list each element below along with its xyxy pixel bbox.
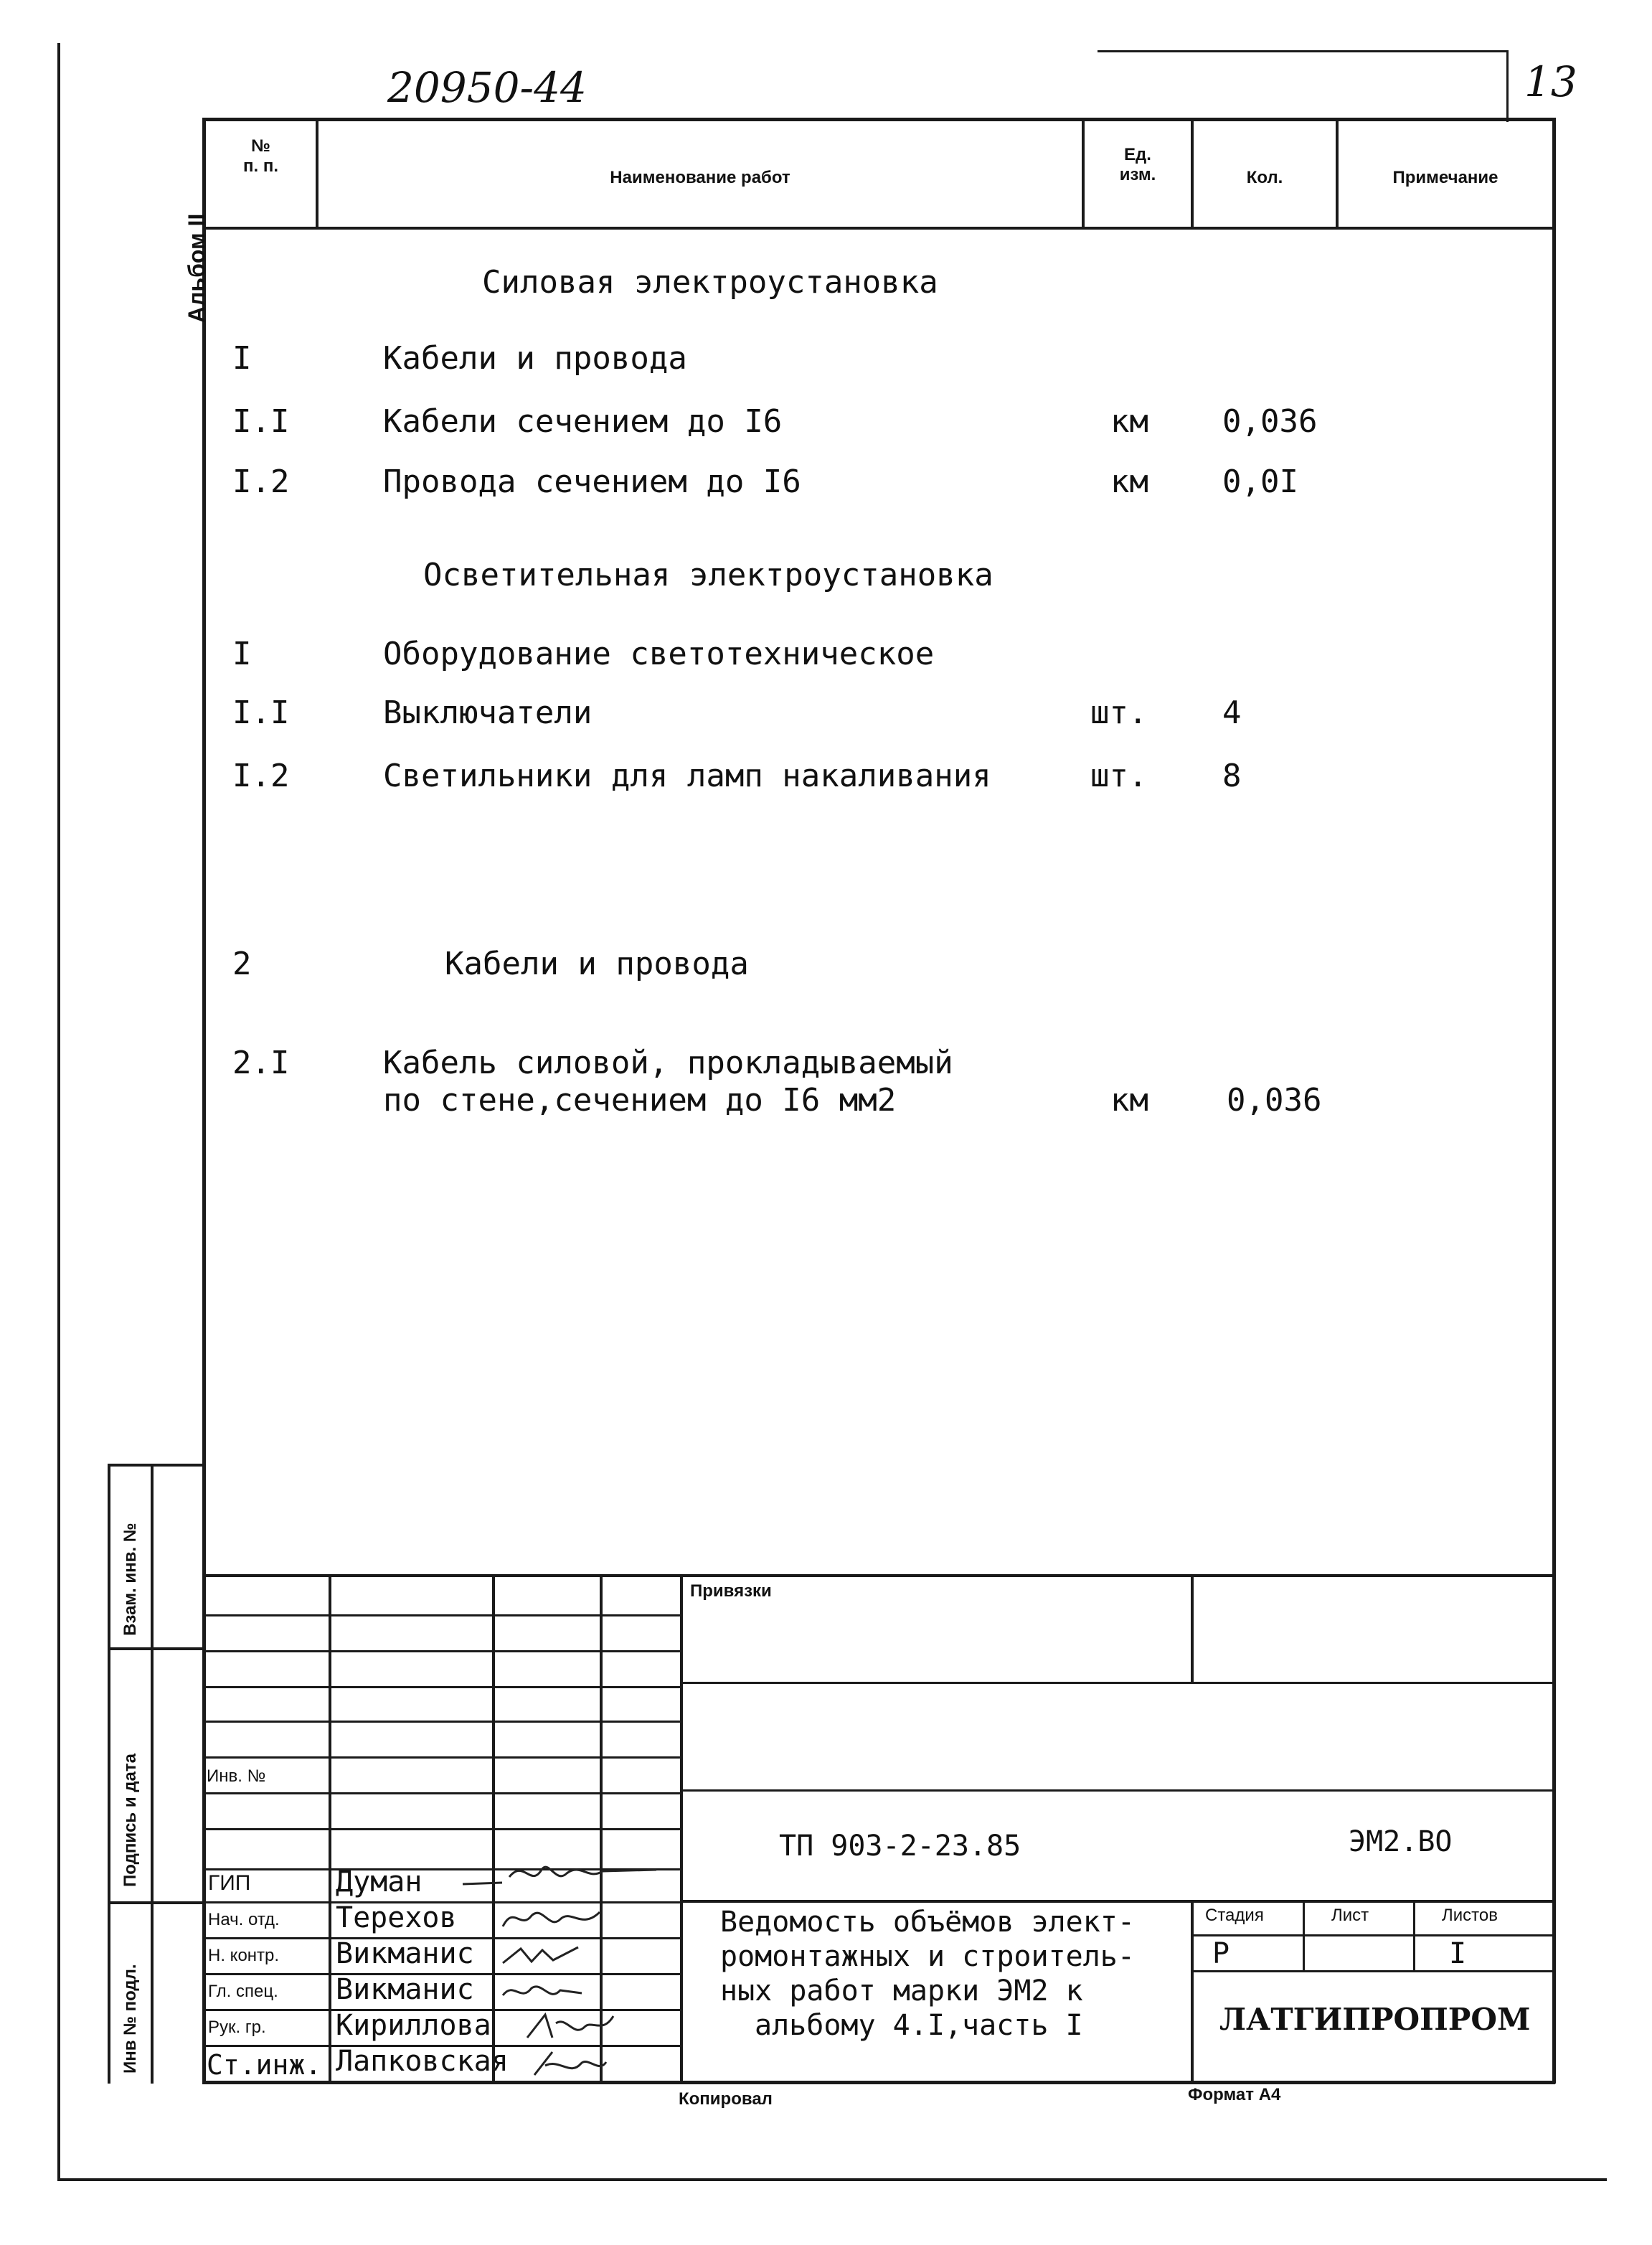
- tb-grid-h3: [202, 1686, 683, 1688]
- drawing-code: ЭМ2.ВО: [1349, 1825, 1453, 1858]
- row-unit: км: [1110, 403, 1148, 440]
- row-unit: шт.: [1090, 695, 1148, 731]
- tb-right-h2: [683, 1789, 1555, 1792]
- role-gl-spec: Гл. спец.: [208, 1982, 278, 2001]
- row-name: Оборудование светотехническое: [383, 636, 935, 672]
- doc-number: 20950-44: [387, 63, 587, 112]
- sheet-number-box-left: [1506, 50, 1509, 122]
- sheet-number: 13: [1524, 57, 1577, 106]
- album-label: Альбом II: [184, 213, 209, 323]
- tb-stage-h1: [1194, 1934, 1555, 1936]
- organization-name: ЛАТГИПРОПРОМ: [1219, 2002, 1531, 2037]
- signature-kirillova: [524, 2009, 617, 2045]
- row-qty: 0,036: [1222, 403, 1318, 440]
- side-div-1: [108, 1647, 205, 1650]
- frame-left: [202, 118, 206, 2084]
- tb-grid-h1: [202, 1614, 683, 1616]
- name-terekhov: Терехов: [336, 1901, 457, 1934]
- row-name: Выключатели: [383, 695, 593, 731]
- frame-right: [1552, 118, 1556, 2084]
- row-unit: км: [1110, 463, 1148, 500]
- title-line-3: ных работ марки ЭМ2 к: [720, 1975, 1083, 2008]
- name-lapkovskaya: Лапковская: [336, 2045, 509, 2078]
- side-col-left: [108, 1464, 110, 2084]
- tb-top: [202, 1574, 1555, 1577]
- stage-value: Р: [1212, 1937, 1230, 1970]
- sheets-value: I: [1449, 1937, 1467, 1970]
- title-line-1: Ведомость объёмов элект-: [720, 1906, 1135, 1939]
- row-name: Светильники для ламп накаливания: [383, 758, 991, 794]
- side-top: [108, 1464, 205, 1467]
- inv-no-label: Инв. №: [207, 1766, 266, 1786]
- tb-stage-v2: [1413, 1900, 1415, 1972]
- inv-podl-label: Инв № подл.: [121, 1964, 140, 2074]
- project-code: ТП 903-2-23.85: [779, 1830, 1021, 1863]
- row-name-cont: по стене,сечением до I6 мм2: [383, 1082, 897, 1119]
- header-bottom-line: [202, 227, 1555, 230]
- header-note: Примечание: [1392, 168, 1498, 187]
- podpis-label: Подпись и дата: [121, 1754, 140, 1887]
- tb-grid-h7: [202, 1828, 683, 1830]
- role-ruk-gr: Рук. гр.: [208, 2018, 266, 2037]
- signature-lapkovskaya: [531, 2048, 610, 2079]
- format-label: Формат А4: [1188, 2085, 1281, 2104]
- title-line-2: ромонтажных и строитель-: [720, 1940, 1135, 1973]
- tb-v-right-top: [1191, 1574, 1194, 1682]
- row-name: Провода сечением до I6: [383, 463, 801, 500]
- header-name: Наименование работ: [610, 168, 790, 187]
- outer-left-border: [57, 43, 60, 2181]
- row-qty: 8: [1222, 758, 1242, 794]
- row-num: I.I: [232, 403, 290, 440]
- name-duman: Думан: [336, 1865, 423, 1898]
- header-unit: Ед. изм.: [1119, 145, 1156, 184]
- row-unit: км: [1110, 1082, 1148, 1119]
- row-name: Кабели и провода: [383, 340, 687, 377]
- signature-terekhov: [499, 1901, 607, 1937]
- role-n-kontr: Н. контр.: [208, 1946, 280, 1965]
- frame-top: [202, 118, 1555, 121]
- signature-vikmanis-2: [499, 1977, 585, 2006]
- role-st-inzh: Ст.инж.: [207, 2049, 322, 2081]
- row-num: I.2: [232, 463, 290, 500]
- row-num: 2: [232, 946, 252, 982]
- tb-right-h3: [683, 1900, 1555, 1903]
- header-num: № п. п.: [243, 136, 278, 176]
- tb-v-right-bottom: [1191, 1900, 1194, 2084]
- title-line-4: альбому 4.I,часть I: [755, 2009, 1083, 2042]
- row-num: I: [232, 340, 252, 377]
- row-qty: 0,0I: [1222, 463, 1298, 500]
- name-kirillova: Кириллова: [336, 2009, 491, 2042]
- row-num: I.2: [232, 758, 290, 794]
- row-num: 2.I: [232, 1045, 290, 1081]
- row-name: Кабель силовой, прокладываемый: [383, 1045, 953, 1081]
- section-title-lighting: Осветительная электроустановка: [423, 557, 993, 593]
- signature-vikmanis-1: [499, 1942, 585, 1970]
- tb-grid-h2: [202, 1650, 683, 1652]
- tb-stage-h2: [1194, 1970, 1555, 1972]
- name-vikmanis-2: Викманис: [336, 1973, 474, 2006]
- copied-label: Копировал: [679, 2089, 773, 2109]
- row-num: I: [232, 636, 252, 672]
- tb-grid-h4: [202, 1721, 683, 1723]
- row-name: Кабели и провода: [445, 946, 749, 982]
- signature-duman: [459, 1855, 660, 1898]
- name-vikmanis-1: Викманис: [336, 1937, 474, 1970]
- row-num: I.I: [232, 695, 290, 731]
- stage-label: Стадия: [1205, 1906, 1264, 1925]
- row-qty: 0,036: [1227, 1082, 1322, 1119]
- row-qty: 4: [1222, 695, 1242, 731]
- tb-right-h1: [683, 1682, 1555, 1684]
- privyazki-label: Привязки: [690, 1581, 772, 1601]
- role-nach-otd: Нач. отд.: [208, 1910, 280, 1929]
- role-gip: ГИП: [208, 1871, 251, 1895]
- sheet-label: Лист: [1331, 1906, 1369, 1925]
- section-title-power: Силовая электроустановка: [482, 264, 938, 301]
- sheets-label: Листов: [1442, 1906, 1498, 1925]
- tb-stage-v1: [1303, 1900, 1305, 1972]
- frame-bottom: [202, 2081, 1555, 2084]
- side-div-2: [108, 1901, 205, 1904]
- row-name: Кабели сечением до I6: [383, 403, 783, 440]
- tb-grid-h5: [202, 1756, 683, 1759]
- side-col-mid: [151, 1464, 154, 2084]
- outer-bottom-border: [57, 2178, 1607, 2181]
- row-unit: шт.: [1090, 758, 1148, 794]
- vzam-label: Взам. инв. №: [121, 1522, 140, 1636]
- tb-grid-h6: [202, 1792, 683, 1794]
- top-right-rule: [1098, 50, 1506, 52]
- header-qty: Кол.: [1246, 168, 1283, 187]
